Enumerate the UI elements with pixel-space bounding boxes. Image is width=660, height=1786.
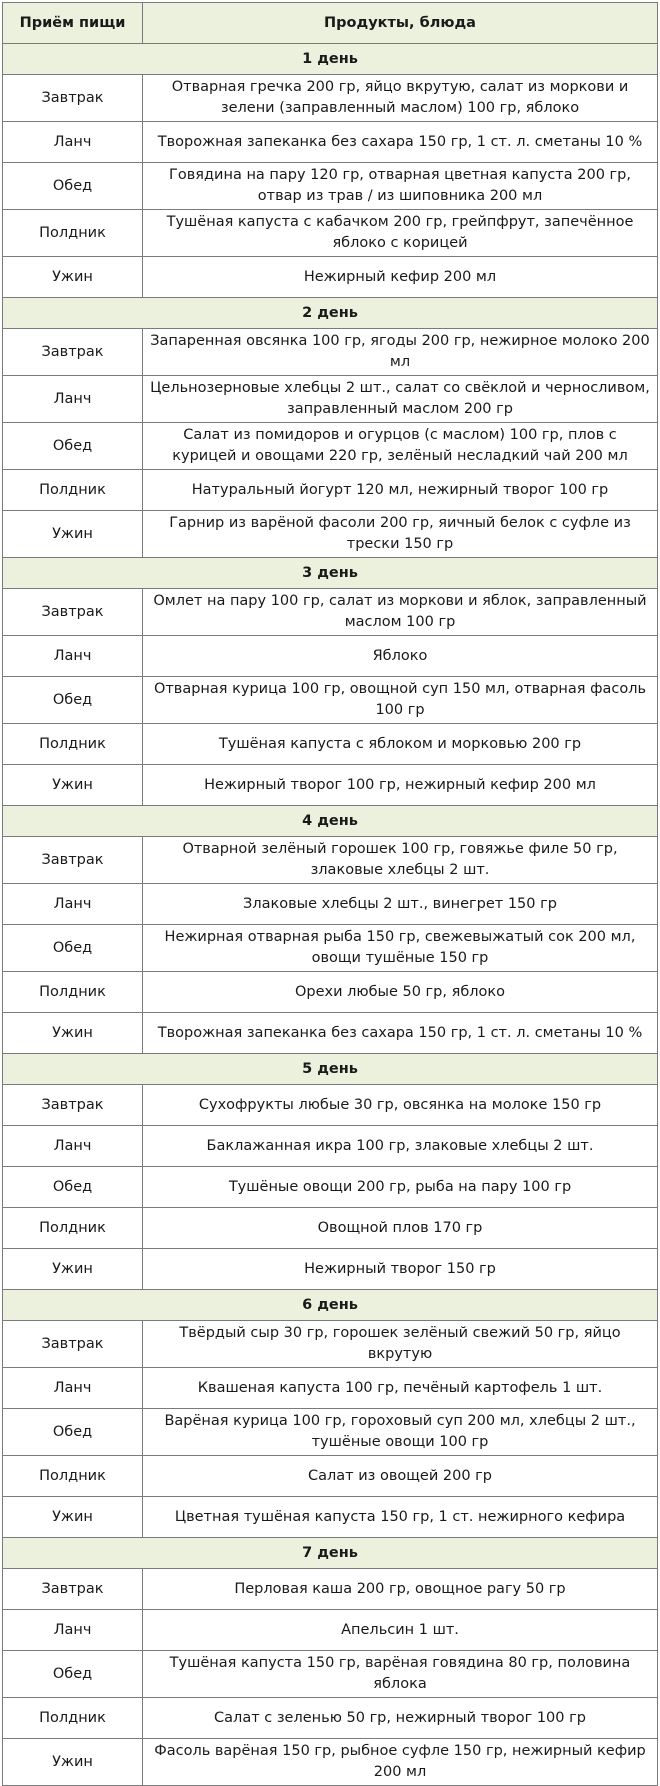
table-row	[3, 1167, 658, 1208]
meal-name: Ужин	[3, 1497, 143, 1538]
day-title: 6 день	[3, 1290, 658, 1321]
meal-name: Ужин	[3, 1249, 143, 1290]
diet-table	[2, 2, 658, 1786]
day-title: 3 день	[3, 558, 658, 589]
meal-foods: Твёрдый сыр 30 гр, горошек зелёный свежий 50 гр, яйцо вкрутую	[143, 1321, 658, 1368]
meal-name: Обед	[3, 677, 143, 724]
table-row	[3, 636, 658, 677]
meal-name: Обед	[3, 925, 143, 972]
meal-name: Ланч	[3, 1126, 143, 1167]
meal-name: Ужин	[3, 1739, 143, 1786]
table-row	[3, 677, 658, 724]
meal-name: Полдник	[3, 1208, 143, 1249]
meal-name: Ужин	[3, 257, 143, 298]
meal-foods: Отварной зелёный горошек 100 гр, говяжье филе 50 гр, злаковые хлебцы 2 шт.	[143, 837, 658, 884]
table-row	[3, 1569, 658, 1610]
table-row	[3, 1321, 658, 1368]
meal-foods: Салат с зеленью 50 гр, нежирный творог 100 гр	[143, 1698, 658, 1739]
table-row	[3, 972, 658, 1013]
table-row	[3, 1497, 658, 1538]
meal-name: Ланч	[3, 1368, 143, 1409]
meal-foods: Орехи любые 50 гр, яблоко	[143, 972, 658, 1013]
table-row	[3, 75, 658, 122]
table-row	[3, 1651, 658, 1698]
meal-foods: Нежирный кефир 200 мл	[143, 257, 658, 298]
meal-name: Ланч	[3, 376, 143, 423]
meal-name: Обед	[3, 163, 143, 210]
day-row	[3, 558, 658, 589]
meal-foods: Апельсин 1 шт.	[143, 1610, 658, 1651]
meal-name: Ланч	[3, 636, 143, 677]
meal-foods: Тушёная капуста 150 гр, варёная говядина 80 гр, половина яблока	[143, 1651, 658, 1698]
table-row	[3, 1698, 658, 1739]
meal-foods: Творожная запеканка без сахара 150 гр, 1 ст. л. сметаны 10 %	[143, 1013, 658, 1054]
table-row	[3, 210, 658, 257]
meal-name: Обед	[3, 423, 143, 470]
table-row	[3, 163, 658, 210]
meal-foods: Нежирный творог 100 гр, нежирный кефир 200 мл	[143, 765, 658, 806]
table-row	[3, 724, 658, 765]
table-row	[3, 925, 658, 972]
day-row	[3, 44, 658, 75]
meal-name: Завтрак	[3, 75, 143, 122]
meal-foods: Баклажанная икра 100 гр, злаковые хлебцы 2 шт.	[143, 1126, 658, 1167]
table-row	[3, 765, 658, 806]
meal-name: Полдник	[3, 1456, 143, 1497]
table-row	[3, 511, 658, 558]
day-title: 5 день	[3, 1054, 658, 1085]
meal-name: Ужин	[3, 765, 143, 806]
table-row	[3, 1208, 658, 1249]
meal-foods: Тушёная капуста с кабачком 200 гр, грейпфрут, запечённое яблоко с корицей	[143, 210, 658, 257]
meal-foods: Яблоко	[143, 636, 658, 677]
day-row	[3, 298, 658, 329]
meal-name: Обед	[3, 1409, 143, 1456]
meal-foods: Нежирная отварная рыба 150 гр, свежевыжатый сок 200 мл, овощи тушёные 150 гр	[143, 925, 658, 972]
meal-name: Полдник	[3, 210, 143, 257]
table-row	[3, 1013, 658, 1054]
meal-name: Обед	[3, 1167, 143, 1208]
meal-foods: Гарнир из варёной фасоли 200 гр, яичный белок с суфле из трески 150 гр	[143, 511, 658, 558]
table-row	[3, 257, 658, 298]
table-row	[3, 376, 658, 423]
header-row	[3, 3, 658, 44]
meal-foods: Отварная гречка 200 гр, яйцо вкрутую, салат из моркови и зелени (заправленный маслом) 100 гр, яблоко	[143, 75, 658, 122]
table-row	[3, 1456, 658, 1497]
meal-foods: Цельнозерновые хлебцы 2 шт., салат со свёклой и черносливом, заправленный маслом 200 гр	[143, 376, 658, 423]
meal-foods: Отварная курица 100 гр, овощной суп 150 мл, отварная фасоль 100 гр	[143, 677, 658, 724]
meal-foods: Фасоль варёная 150 гр, рыбное суфле 150 гр, нежирный кефир 200 мл	[143, 1739, 658, 1786]
table-row	[3, 329, 658, 376]
meal-name: Завтрак	[3, 1085, 143, 1126]
meal-name: Полдник	[3, 1698, 143, 1739]
meal-name: Завтрак	[3, 329, 143, 376]
meal-column-header: Приём пищи	[3, 3, 143, 44]
day-title: 1 день	[3, 44, 658, 75]
table-row	[3, 1085, 658, 1126]
meal-name: Полдник	[3, 470, 143, 511]
table-body	[3, 3, 658, 1786]
meal-name: Завтрак	[3, 1321, 143, 1368]
meal-name: Ланч	[3, 122, 143, 163]
table-row	[3, 1610, 658, 1651]
meal-foods: Запаренная овсянка 100 гр, ягоды 200 гр, нежирное молоко 200 мл	[143, 329, 658, 376]
day-row	[3, 1054, 658, 1085]
table-row	[3, 470, 658, 511]
meal-foods: Тушёные овощи 200 гр, рыба на пару 100 гр	[143, 1167, 658, 1208]
meal-foods: Говядина на пару 120 гр, отварная цветная капуста 200 гр, отвар из трав / из шиповника 200 мл	[143, 163, 658, 210]
meal-foods: Салат из овощей 200 гр	[143, 1456, 658, 1497]
table-row	[3, 589, 658, 636]
table-row	[3, 1739, 658, 1786]
meal-foods: Злаковые хлебцы 2 шт., винегрет 150 гр	[143, 884, 658, 925]
meal-foods: Овощной плов 170 гр	[143, 1208, 658, 1249]
meal-foods: Салат из помидоров и огурцов (с маслом) 100 гр, плов с курицей и овощами 220 гр, зелёный несладкий чай 200 мл	[143, 423, 658, 470]
meal-foods: Тушёная капуста с яблоком и морковью 200 гр	[143, 724, 658, 765]
meal-foods: Омлет на пару 100 гр, салат из моркови и яблок, заправленный маслом 100 гр	[143, 589, 658, 636]
meal-foods: Цветная тушёная капуста 150 гр, 1 ст. нежирного кефира	[143, 1497, 658, 1538]
meal-foods: Нежирный творог 150 гр	[143, 1249, 658, 1290]
meal-name: Ужин	[3, 511, 143, 558]
meal-name: Обед	[3, 1651, 143, 1698]
table-row	[3, 423, 658, 470]
table-row	[3, 1249, 658, 1290]
day-title: 4 день	[3, 806, 658, 837]
table-row	[3, 1409, 658, 1456]
meal-foods: Творожная запеканка без сахара 150 гр, 1 ст. л. сметаны 10 %	[143, 122, 658, 163]
meal-foods: Перловая каша 200 гр, овощное рагу 50 гр	[143, 1569, 658, 1610]
day-row	[3, 1538, 658, 1569]
meal-name: Ланч	[3, 1610, 143, 1651]
meal-name: Ланч	[3, 884, 143, 925]
meal-foods: Варёная курица 100 гр, гороховый суп 200 мл, хлебцы 2 шт., тушёные овощи 100 гр	[143, 1409, 658, 1456]
meal-name: Завтрак	[3, 1569, 143, 1610]
day-row	[3, 806, 658, 837]
meal-foods: Квашеная капуста 100 гр, печёный картофель 1 шт.	[143, 1368, 658, 1409]
table-row	[3, 1126, 658, 1167]
meal-foods: Натуральный йогурт 120 мл, нежирный творог 100 гр	[143, 470, 658, 511]
day-title: 7 день	[3, 1538, 658, 1569]
table-row	[3, 884, 658, 925]
table-row	[3, 122, 658, 163]
meal-name: Завтрак	[3, 837, 143, 884]
food-column-header: Продукты, блюда	[143, 3, 658, 44]
meal-name: Полдник	[3, 972, 143, 1013]
table-row	[3, 1368, 658, 1409]
meal-name: Полдник	[3, 724, 143, 765]
meal-name: Завтрак	[3, 589, 143, 636]
meal-name: Ужин	[3, 1013, 143, 1054]
day-row	[3, 1290, 658, 1321]
meal-foods: Сухофрукты любые 30 гр, овсянка на молоке 150 гр	[143, 1085, 658, 1126]
table-row	[3, 837, 658, 884]
day-title: 2 день	[3, 298, 658, 329]
